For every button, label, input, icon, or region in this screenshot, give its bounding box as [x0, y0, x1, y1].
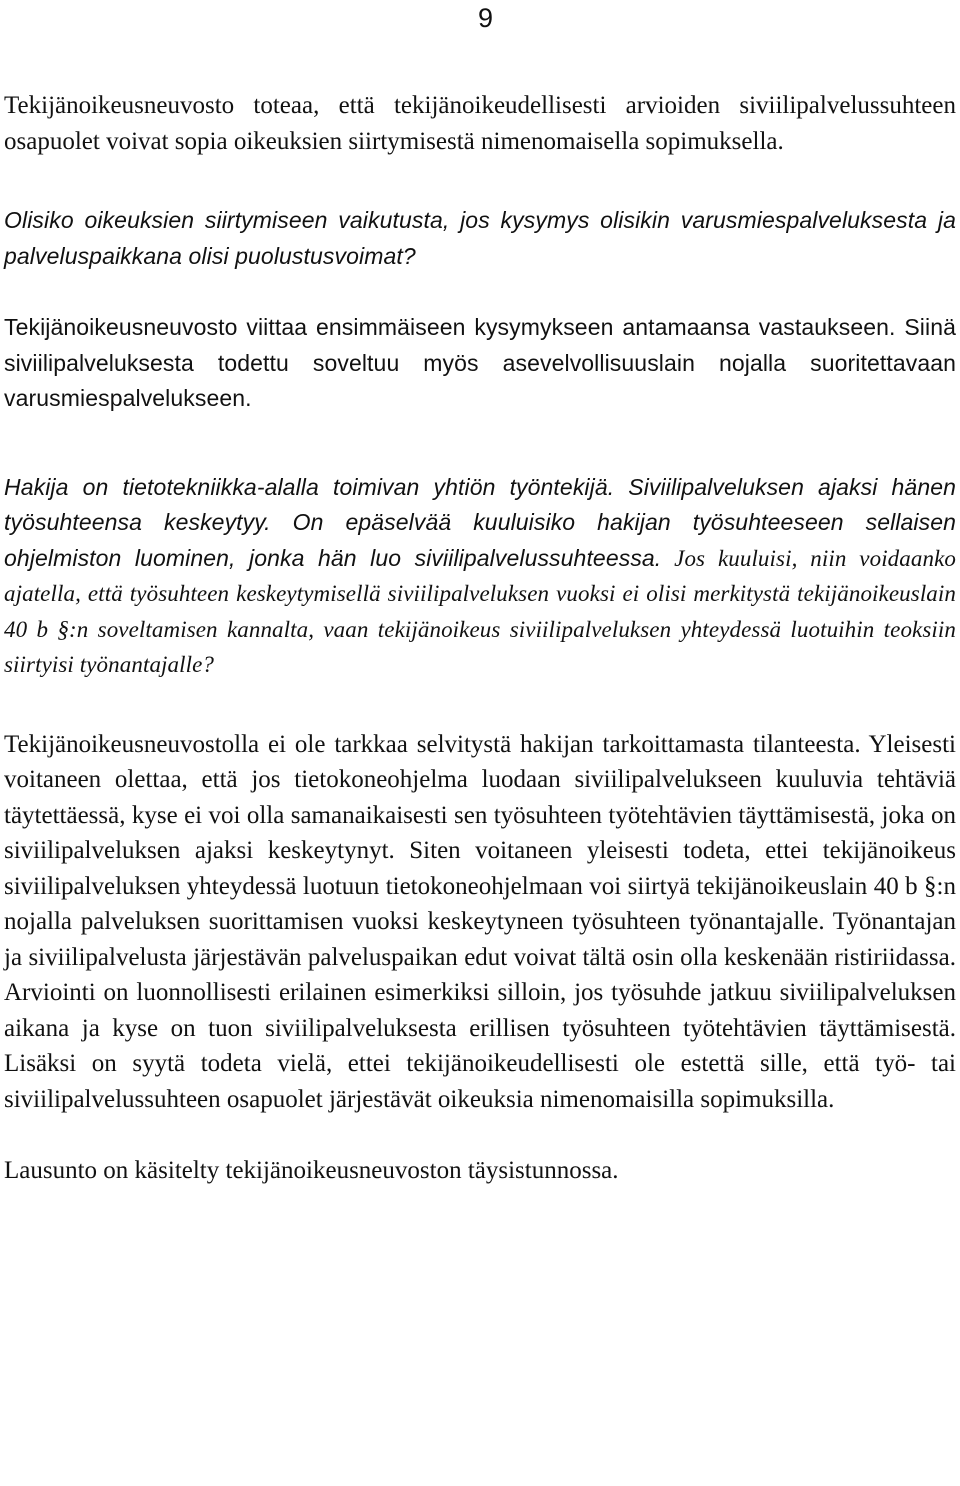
- question-employment: [4, 470, 956, 683]
- question-military-service: Olisiko oikeuksien siirtymiseen vaikutusta, jos kysymys olisikin varusmiespalveluksesta ja palveluspaikkana olisi puolustusvoimat?: [4, 207, 956, 269]
- question-employment-part1: Hakija on tietotekniikka-alalla toimivan yhtiön työntekijä. Siviilipalveluksen ajaksi hänen työsuhteensa keskeytyy. On epäselvää kuuluisiko hakijan työsuhteeseen sellaisen ohjelmiston luominen, jonka hän luo siviilipalvelussuhteessa.: [4, 473, 956, 571]
- closing-statement: Lausunto on käsitelty tekijänoikeusneuvoston täysistunnossa.: [4, 1157, 619, 1184]
- answer-military-service: Tekijänoikeusneuvosto viittaa ensimmäiseen kysymykseen antamaansa vastaukseen. Siinä siviilipalveluksesta todettu soveltuu myös asevelvollisuuslain nojalla suoritettavaan varusmiespalvelukseen.: [4, 314, 956, 411]
- paragraph-statement: Tekijänoikeusneuvosto toteaa, että tekijänoikeudellisesti arvioiden siviilipalvelussuhteen osapuolet voivat sopia oikeuksien siirtymisestä nimenomaisella sopimuksella.: [4, 92, 956, 155]
- answer-employment: Tekijänoikeusneuvostolla ei ole tarkkaa selvitystä hakijan tarkoittamasta tilanteesta. Yleisesti voitaneen olettaa, että jos tietokoneohjelma luodaan siviilipalvelukseen kuuluvia tehtäviä täytettäessä, kyse ei voi olla samanaikaisesti sen työsuhteen työtehtävien täyttämisestä, joka on siviilipalveluksen ajaksi keskeytynyt. Siten voitaneen yleisesti todeta, ettei tekijänoikeus siviilipalveluksen yhteydessä luotuun tietokoneohjelmaan voi siirtyä tekijänoikeuslain 40 b §:n nojalla palveluksen suorittamisen vuoksi keskeytyneen työsuhteen työnantajalle. Työnantajan ja siviilipalvelusta järjestävän palveluspaikan edut voivat tältä osin olla keskenään ristiriidassa. Arviointi on luonnollisesti erilainen esimerkiksi silloin, jos työsuhde jatkuu siviilipalveluksen aikana ja kyse on tuon siviilipalveluksesta erillisen työsuhteen työtehtävien täyttämisestä. Lisäksi on syytä todeta vielä, ettei tekijänoikeudellisesti ole estettä sille, että työ- tai siviilipalvelussuhteen osapuolet järjestävät oikeuksia nimenomaisilla sopimuksilla.: [4, 730, 956, 1113]
- document-body: [4, 88, 956, 1189]
- question-employment-part2: Jos kuuluisi, niin voidaanko ajatella, että työsuhteen keskeytymisellä siviilipalveluksen vuoksi ei olisi merkitystä tekijänoikeuslain 40 b §:n soveltamisen kannalta, vaan tekijänoikeus siviilipalveluksen yhteydessä luotuihin teoksiin siirtyisi työnantajalle?: [4, 545, 956, 677]
- page-number: 9: [478, 3, 494, 33]
